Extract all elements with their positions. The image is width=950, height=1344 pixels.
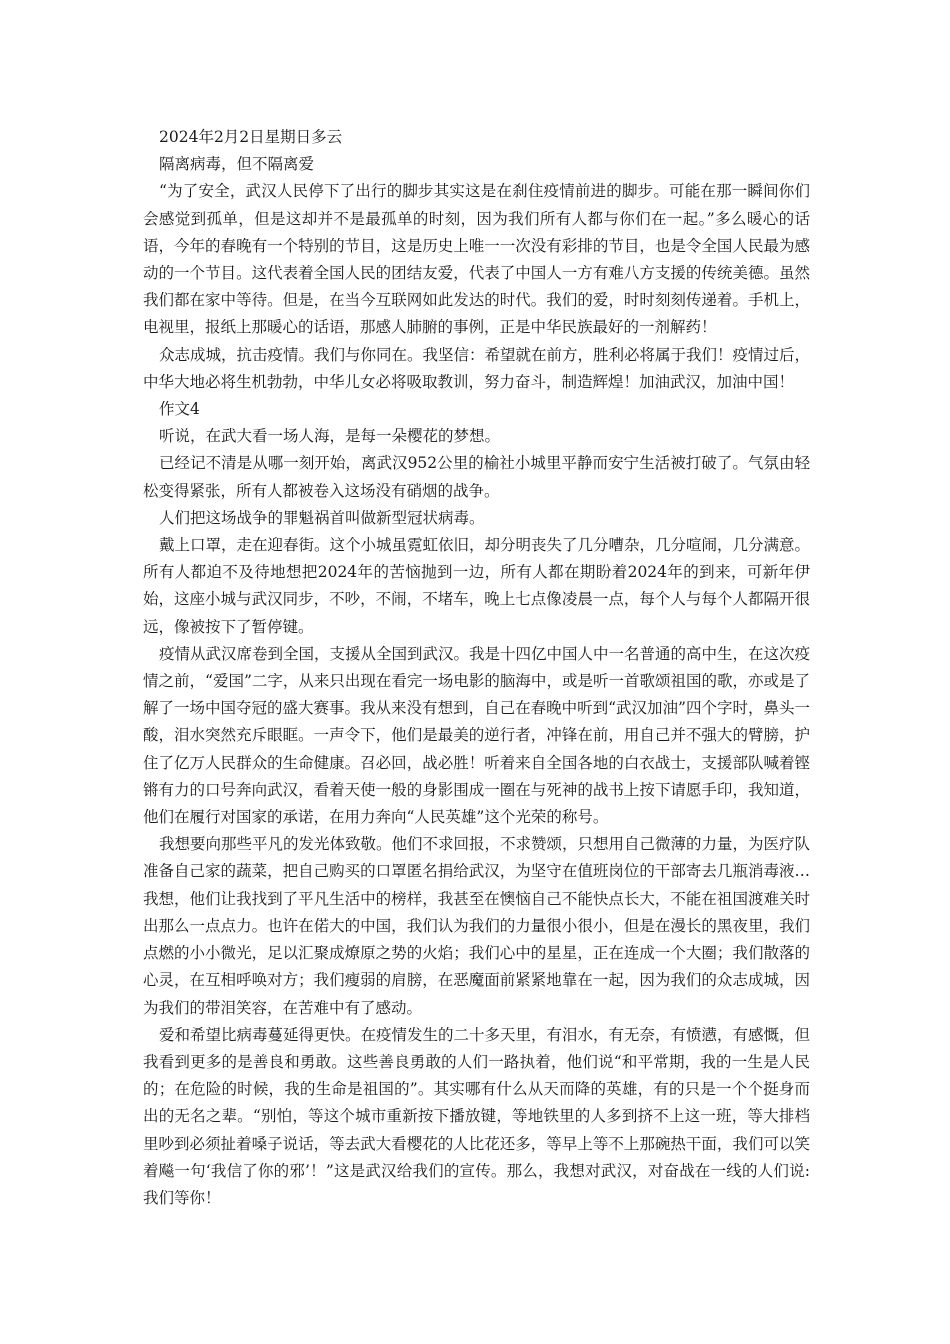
paragraph: “为了安全，武汉人民停下了出行的脚步其实这是在刹住疫情前进的脚步。可能在那一瞬间你们会感觉到孤单，但是这却并不是最孤单的时刻，因为我们所有人都与你们在一起。”多么暖心的话语，今年的春晚有一个特别的节目，这是历史上唯一一次没有彩排的节目，也是令全国人民最为感动的一个节目。这代表着全国人民的团结友爱，代表了中国人一方有难八方支援的传统美德。虽然我们都在家中等待。但是，在当今互联网如此发达的时代。我们的爱，时时刻刻传递着。手机上，电视里，报纸上那暖心的话语，那感人肺腑的事例，正是中华民族最好的一剂解药！ (143, 182, 810, 337)
paragraph: 我想要向那些平凡的发光体致敬。他们不求回报，不求赞颂，只想用自己微薄的力量，为医疗队准备自己家的蔬菜，把自己购买的口罩匿名捐给武汉，为坚守在值班岗位的干部寄去几瓶消毒液…我想，他们让我找到了平凡生活中的榜样，我甚至在懊恼自己不能快点长大，不能在祖国渡难关时出那么一点点力。也许在偌大的中国，我们认为我们的力量很小很小，但是在漫长的黑夜里，我们点燃的小小微光，足以汇聚成燎原之势的火焰；我们心中的星星，正在连成一个大圈；我们散落的心灵，在互相呼唤对方；我们瘦弱的肩膀，在恶魔面前紧紧地靠在一起，因为我们的众志成城，因为我们的带泪笑容，在苦难中有了感动。 (143, 835, 811, 1017)
paragraph: 听说，在武大看一场人海，是每一朵樱花的梦想。 (159, 427, 501, 446)
essay-heading: 隔离病毒，但不隔离爱 (159, 155, 315, 174)
paragraph: 众志成城，抗击疫情。我们与你同在。我坚信：希望就在前方，胜利必将属于我们！疫情过后，中华大地必将生机勃勃，中华儿女必将吸取教训，努力奋斗，制造辉煌！加油武汉，加油中国！ (143, 345, 811, 391)
paragraph: 已经记不清是从哪一刻开始，离武汉952公里的榆社小城里平静而安宁生活被打破了。气氛由轻松变得紧张，所有人都被卷入这场没有硝烟的战争。 (143, 454, 810, 500)
section-title: 作文4 (159, 400, 200, 419)
paragraph: 戴上口罩，走在迎春街。这个小城虽霓虹依旧，却分明丧失了几分嘈杂，几分喧闹，几分满意。所有人都迫不及待地想把2024年的苦恼抛到一边，所有人都在期盼着2024年的到来，可新年伊始，这座小城与武汉同步，不吵，不闹，不堵车，晚上七点像凌晨一点，每个人与每个人都隔开很远，像被按下了暂停键。 (143, 536, 811, 636)
document-page (143, 124, 810, 1212)
paragraph: 人们把这场战争的罪魁祸首叫做新型冠状病毒。 (159, 508, 485, 527)
paragraph: 爱和希望比病毒蔓延得更快。在疫情发生的二十多天里，有泪水，有无奈，有愤懑，有感慨，但我看到更多的是善良和勇敢。这些善良勇敢的人们一路执着，他们说“和平常期，我的一生是人民的；在危险的时候，我的生命是祖国的”。其实哪有什么从天而降的英雄，有的只是一个个挺身而出的无名之辈。“别怕，等这个城市重新按下播放键，等地铁里的人多到挤不上这一班，等大排档里吵到必须扯着嗓子说话，等去武大看樱花的人比花还多，等早上等不上那碗热干面，我们可以笑着飚一句‘我信了你的邪’！”这是武汉给我们的宣传。那么，我想对武汉，对奋战在一线的人们说:我们等你！ (143, 1025, 811, 1207)
date-line: 2024年2月2日星期日多云 (159, 128, 343, 146)
paragraph: 疫情从武汉席卷到全国，支援从全国到武汉。我是十四亿中国人中一名普通的高中生，在这次疫情之前，“爱国”二字，从来只出现在看完一场电影的脑海中，或是听一首歌颂祖国的歌，亦或是了解了一场中国夺冠的盛大赛事。我从来没有想到，自己在春晚中听到“武汉加油”四个字时，鼻头一酸，泪水突然充斥眼眶。一声令下，他们是最美的逆行者，冲锋在前，用自己并不强大的臂膀，护住了亿万人民群众的生命健康。召必回，战必胜！听着来自全国各地的白衣战士，支援部队喊着铿锵有力的口号奔向武汉，看着天使一般的身影围成一圈在与死神的战书上按下请愿手印，我知道，他们在履行对国家的承诺，在用力奔向“人民英雄”这个光荣的称号。 (143, 644, 811, 827)
